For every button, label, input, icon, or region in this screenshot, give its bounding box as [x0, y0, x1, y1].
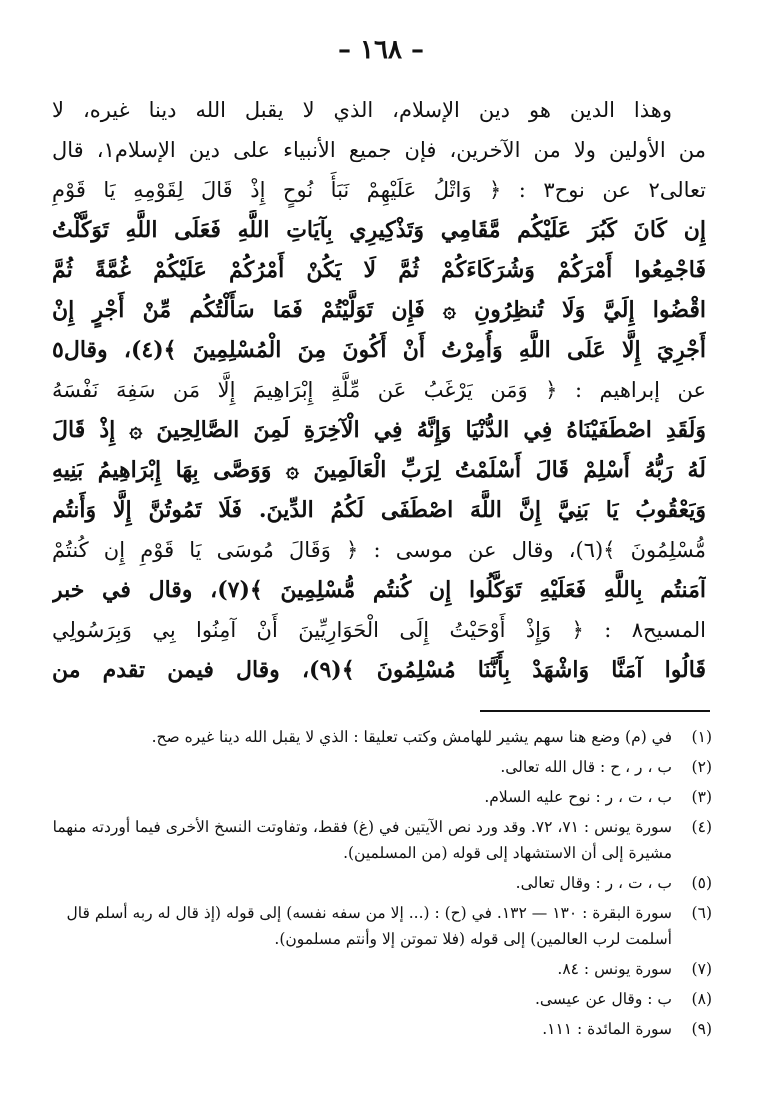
footnote-text: ب ، ر ، ح : قال الله تعالى. — [500, 758, 672, 776]
footnote-text: سورة يونس : ٨٤. — [557, 960, 672, 978]
footnote-item — [52, 900, 712, 952]
footnote-number: (٢) — [691, 758, 712, 776]
text-line: وهذا الدين هو دين الإسلام، الذي لا يقبل الله دينا غيره، لا — [52, 98, 672, 122]
footnote-text: ب ، ت ، ر : نوح عليه السلام. — [484, 788, 672, 806]
footnote-item — [52, 986, 712, 1012]
page-number: – ١٦٨ – — [337, 35, 425, 65]
footnote-number: (٥) — [691, 874, 712, 892]
verse-line: آمَنتُم بِاللَّهِ فَعَلَيْهِ تَوَكَّلُوا إِن كُنتُم مُّسْلِمِينَ ﴾(٧)، وقال في خبر — [52, 577, 706, 603]
verse-line: أَجْرِيَ إِلَّا عَلَى اللَّهِ وَأُمِرْتُ أَنْ أَكُونَ مِنَ الْمُسْلِمِينَ ﴾(٤)، وقال٥ — [52, 337, 706, 363]
verse-line: لَهُ رَبُّهُ أَسْلِمْ قَالَ أَسْلَمْتُ لِرَبِّ الْعَالَمِينَ ۞ وَوَصَّى بِهَا إِبْرَاهِيمُ بَنِيهِ — [52, 457, 706, 483]
verse-line: وَيَعْقُوبُ يَا بَنِيَّ إِنَّ اللَّهَ اصْطَفَى لَكُمُ الدِّينَ. فَلَا تَمُوتُنَّ إِلَّا وَأَنتُم — [52, 497, 706, 523]
footnote-item — [52, 814, 712, 866]
footnotes — [52, 724, 712, 1046]
footnote-item — [52, 1016, 712, 1042]
footnote-number: (٨) — [691, 990, 712, 1008]
verse-line: وَلَقَدِ اصْطَفَيْنَاهُ فِي الدُّنْيَا وَإِنَّهُ فِي الْآخِرَةِ لَمِنَ الصَّالِحِينَ ۞ إِذْ قَالَ — [52, 417, 706, 443]
footnote-text: سورة المائدة : ١١١. — [542, 1020, 672, 1038]
footnote-item — [52, 724, 712, 750]
text-line: مُّسْلِمُونَ ﴾(٦)، وقال عن موسى : ﴿ وَقَالَ مُوسَى يَا قَوْمِ إِن كُنتُمْ — [52, 538, 706, 562]
footnote-item — [52, 956, 712, 982]
footnote-number: (٤) — [691, 818, 712, 836]
verse-line: فَاجْمِعُوا أَمْرَكُمْ وَشُرَكَاءَكُمْ ثُمَّ لَا يَكُنْ أَمْرُكُمْ عَلَيْكُمْ غُمَّةً ثُمَّ — [52, 257, 706, 283]
footnote-number: (٦) — [691, 904, 712, 922]
footnote-item — [52, 784, 712, 810]
body-text — [52, 90, 706, 690]
footnote-text: سورة يونس : ٧١، ٧٢. وقد ورد نص الآيتين في (غ) فقط، وتفاوتت النسخ الأخرى فيما أوردته منهما مشيرة إلى أن الاستشهاد إلى قوله (من المسلمين). — [52, 818, 672, 862]
footnote-item — [52, 870, 712, 896]
footnote-number: (٩) — [691, 1020, 712, 1038]
verse-line: اقْضُوا إِلَيَّ وَلَا تُنظِرُونِ ۞ فَإِن تَوَلَّيْتُمْ فَمَا سَأَلْتُكُم مِّنْ أَجْرٍ إِنْ — [52, 297, 706, 323]
text-line: من الأولين ولا من الآخرين، فإن جميع الأنبياء على دين الإسلام١، قال — [52, 138, 706, 162]
footnote-number: (١) — [691, 728, 712, 746]
text-line: تعالى٢ عن نوح٣ : ﴿ وَاتْلُ عَلَيْهِمْ نَبَأَ نُوحٍ إِذْ قَالَ لِقَوْمِهِ يَا قَوْمِ — [52, 178, 706, 202]
text-line: عن إبراهيم : ﴿ وَمَن يَرْغَبُ عَن مِّلَّةِ إِبْرَاهِيمَ إِلَّا مَن سَفِهَ نَفْسَهُ — [52, 378, 706, 402]
verse-line: قَالُوا آمَنَّا وَاشْهَدْ بِأَنَّنَا مُسْلِمُونَ ﴾(٩)، وقال فيمن تقدم من — [52, 657, 706, 683]
footnote-separator — [480, 710, 710, 712]
footnote-number: (٧) — [691, 960, 712, 978]
footnote-text: ب ، ت ، ر : وقال تعالى. — [515, 874, 672, 892]
footnote-item — [52, 754, 712, 780]
text-line: المسيح٨ : ﴿ وَإِذْ أَوْحَيْتُ إِلَى الْحَوَارِيِّينَ أَنْ آمِنُوا بِي وَبِرَسُولِي — [52, 618, 706, 642]
footnote-text: ب : وقال عن عيسى. — [534, 990, 672, 1008]
footnote-text: سورة البقرة : ١٣٠ — ١٣٢. في (ح) : (... إلا من سفه نفسه) إلى قوله (إذ قال له ربه أسلم قال أسلمت لرب العالمين) إلى قوله (فلا تموتن إلا وأنتم مسلمون). — [66, 904, 672, 948]
verse-line: إِن كَانَ كَبُرَ عَلَيْكُم مَّقَامِي وَتَذْكِيرِي بِآيَاتِ اللَّهِ فَعَلَى اللَّهِ تَوَكَّلْتُ — [52, 217, 706, 243]
footnote-number: (٣) — [691, 788, 712, 806]
footnote-text: في (م) وضع هنا سهم يشير للهامش وكتب تعليقا : الذي لا يقبل الله دينا غيره صح. — [151, 728, 672, 746]
